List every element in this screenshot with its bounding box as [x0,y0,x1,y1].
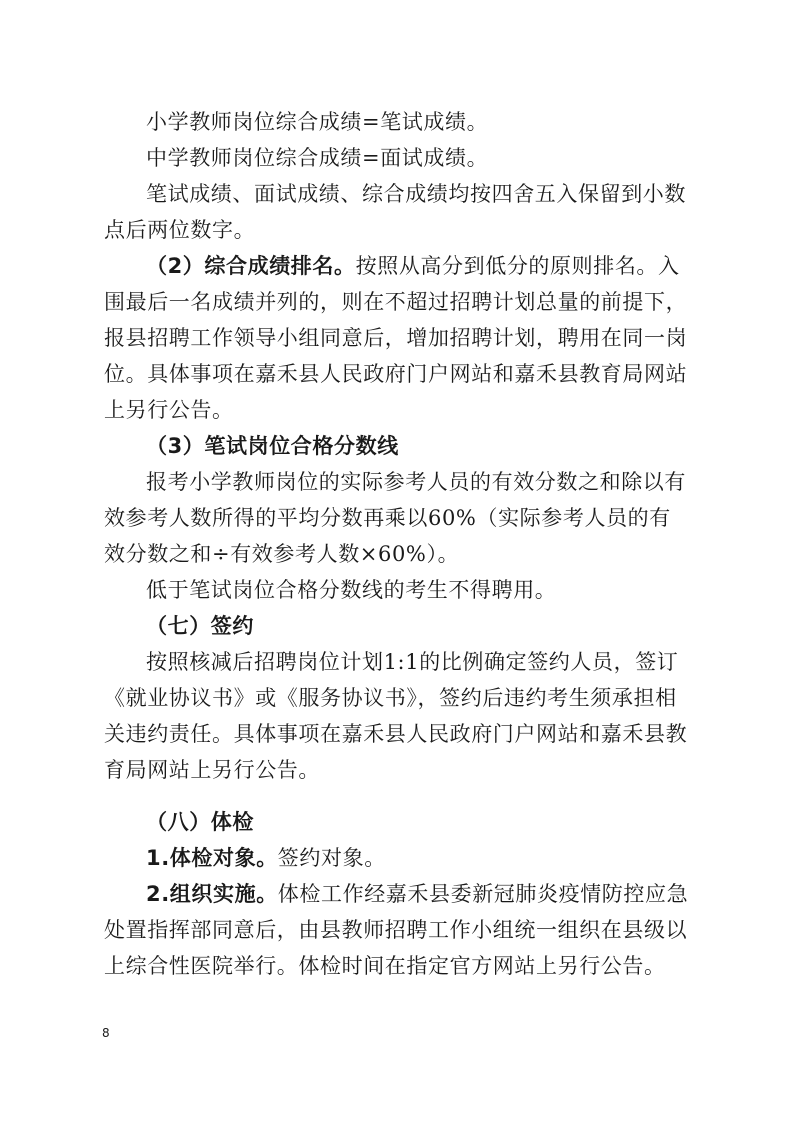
heading-medical-exam: （八）体检 [146,810,254,834]
paragraph-primary-score: 小学教师岗位综合成绩=笔试成绩。 [146,110,489,134]
paragraph-below-pass: 低于笔试岗位合格分数线的考生不得聘用。 [146,578,557,602]
page-number: 8 [102,1026,110,1040]
paragraph-middle-score: 中学教师岗位综合成绩=面试成绩。 [146,146,489,170]
exam-target-body: 签约对象。 [277,846,386,870]
paragraph-signing: 按照核减后招聘岗位计划1:1的比例确定签约人员，签订《就业协议书》或《服务协议书》，签约后违约考生须承担相关违约责任。具体事项在嘉禾县人民政府门户网站和嘉禾县教育局网站上另行公告。 [104,650,688,782]
ranking-body: 按照从高分到低分的原则排名。入围最后一名成绩并列的，则在不超过招聘计划总量的前提下，报县招聘工作领导小组同意后，增加招聘计划，聘用在同一岗位。具体事项在嘉禾县人民政府门户网站和嘉禾县教育局网站上另行公告。 [104,254,688,422]
ranking-lead: （2）综合成绩排名。 [146,254,356,278]
heading-signing: （七）签约 [146,614,254,638]
document-body [104,104,689,984]
heading-pass-line: （3）笔试岗位合格分数线 [146,434,399,458]
exam-target-lead: 1.体检对象。 [146,846,278,870]
section-gap [104,788,689,804]
paragraph-exam-target [104,840,689,876]
exam-organization-body: 体检工作经嘉禾县委新冠肺炎疫情防控应急处置指挥部同意后，由县教师招聘工作小组统一组织在县级以上综合性医院举行。体检时间在指定官方网站上另行公告。 [104,882,689,978]
paragraph-ranking [104,248,689,428]
paragraph-exam-organization [104,876,689,984]
paragraph-pass-line: 报考小学教师岗位的实际参考人员的有效分数之和除以有效参考人数所得的平均分数再乘以60%（实际参考人员的有效分数之和÷有效参考人数×60%）。 [104,470,686,566]
paragraph-rounding: 笔试成绩、面试成绩、综合成绩均按四舍五入保留到小数点后两位数字。 [104,182,686,242]
exam-organization-lead: 2.组织实施。 [146,882,278,906]
